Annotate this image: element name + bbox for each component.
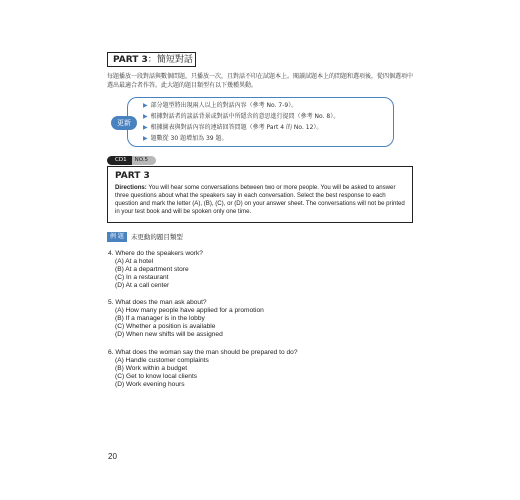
section-subtitle: 簡短對話 (156, 55, 193, 65)
question-stem: 6. What does the woman say the man should be prepared to do? (108, 349, 298, 356)
option: (B) At a department store (115, 266, 189, 273)
directions-text (115, 184, 405, 216)
question-stem: 4. Where do the speakers work? (108, 250, 203, 257)
update-item: ▶ 根據對話者的談話背景或對話中所隱含的意思進行提問（參考 No. 8）。 (143, 113, 340, 120)
section-label: PART 3 (113, 55, 148, 65)
question-options (108, 258, 203, 290)
update-item: ▶ 根據圖表與對話內容的連結回答問題（參考 Part 4 的 No. 12）。 (143, 124, 323, 131)
cd-track-label: NO.5 (132, 156, 156, 165)
question-block (108, 349, 298, 389)
section-title (107, 52, 196, 67)
update-badge: 更新 (111, 116, 137, 130)
option: (A) How many people have applied for a promotion (115, 307, 264, 314)
triangle-bullet-icon: ▶ (143, 102, 148, 109)
question-options (108, 307, 264, 339)
directions-body: You will hear some conversations between two or more people. You will be asked to answer three questions about what the speakers say in each conversation. Select the best response to each question and mark the letter (A), (B), (C), or (D) on your answer sheet. The conversations will not be printed in your test book and will be spoken only one time. (115, 184, 405, 215)
intro-paragraph: 每題播放一段對話與數個問題，只播放一次，且對話不印在試題本上。閱讀試題本上的問題和選項後，從四個選項中選出最適合者作答。此大題的題目類型有以下幾種異動。 (107, 73, 414, 89)
triangle-bullet-icon: ▶ (143, 135, 148, 142)
option: (B) Work within a budget (115, 365, 188, 372)
cd-track-tag (107, 156, 156, 165)
triangle-bullet-icon: ▶ (143, 113, 148, 120)
question-block (108, 250, 203, 290)
cd-disc-label: CD1 (107, 156, 132, 165)
option: (B) If a manager is in the lobby (115, 315, 205, 322)
update-list (143, 100, 339, 144)
example-label: 未更動的題目類型 (130, 233, 183, 241)
option: (C) Get to know local clients (115, 373, 198, 380)
example-heading (107, 232, 183, 242)
option: (A) At a hotel (115, 258, 154, 265)
section-separator: ： (147, 55, 157, 65)
page-number: 20 (108, 452, 117, 461)
option: (C) Whether a position is available (115, 323, 216, 330)
triangle-bullet-icon: ▶ (143, 124, 148, 131)
update-item: ▶ 部分題型將出現兩人以上的對話內容（參考 No. 7-9）。 (143, 102, 298, 109)
option: (D) When new shifts will be assigned (115, 331, 223, 338)
example-badge: 例 題 (107, 232, 127, 242)
update-item: ▶ 題數從 30 題增加為 39 題。 (143, 135, 228, 142)
question-options (108, 357, 298, 389)
question-stem: 5. What does the man ask about? (108, 299, 207, 306)
directions-label: Directions: (115, 184, 147, 191)
question-block (108, 299, 264, 339)
directions-box (107, 166, 413, 223)
option: (D) Work evening hours (115, 381, 185, 388)
part-heading: PART 3 (115, 171, 150, 181)
option: (C) In a restaurant (115, 274, 169, 281)
option: (D) At a call center (115, 282, 170, 289)
option: (A) Handle customer complaints (115, 357, 209, 364)
